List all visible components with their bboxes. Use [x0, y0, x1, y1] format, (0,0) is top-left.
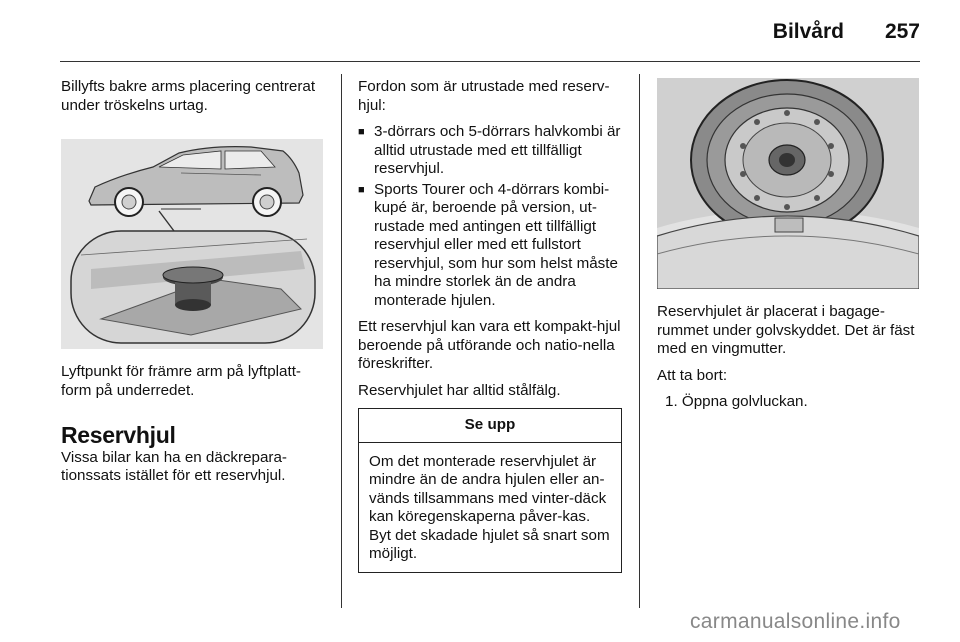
page-header	[60, 14, 920, 62]
paragraph: Reservhjulet har alltid stålfälg.	[358, 381, 561, 399]
list-item: ■ Sports Tourer och 4-dörrars kombi-kupé är, beroende på version, ut-rustade med antingen ett tillfälligt reservhjul eller med ett fullstort reservhjul, som hur som helst måste ha mindre storlek än de andra monterade hjulen.	[358, 181, 624, 311]
caution-title: Se upp	[359, 409, 621, 443]
intro-paragraph: Reservhjulet är placerat i bagage-rummet under golvskyddet. Det är fäst med en vingmutter.	[657, 303, 915, 357]
caution-box	[358, 408, 622, 573]
intro-paragraph: Billyfts bakre arms placering centrerat under tröskelns urtag.	[61, 78, 316, 114]
section-text: Vissa bilar kan ha en däckrepara-tionssats istället för ett reservhjul.	[61, 448, 287, 484]
page-section-title: Bilvård	[772, 20, 844, 43]
watermark: carmanualsonline.info	[690, 610, 901, 633]
column-divider	[639, 74, 640, 608]
list-item: ■ 3-dörrars och 5-dörrars halvkombi är alltid utrustade med ett tillfälligt reservhjul.	[358, 123, 624, 179]
list-item: 1. Öppna golvluckan.	[665, 393, 808, 410]
column-left	[61, 78, 329, 494]
section-heading: Reservhjul	[61, 422, 176, 448]
image-caption: Lyftpunkt för främre arm på lyftplatt-form på underredet.	[61, 363, 301, 399]
car-lift-illustration	[61, 139, 323, 349]
paragraph: Ett reservhjul kan vara ett kompakt-hjul beroende på utförande och natio-nella föreskrifter.	[358, 318, 621, 372]
page-number: 257	[884, 20, 920, 43]
remove-label: Att ta bort:	[657, 366, 728, 384]
column-divider	[341, 74, 342, 608]
column-right	[657, 78, 919, 416]
step-list	[665, 393, 919, 412]
intro-paragraph: Fordon som är utrustade med reserv-hjul:	[358, 78, 610, 114]
column-middle	[358, 78, 624, 573]
spare-wheel-illustration	[657, 78, 919, 289]
caution-text: Om det monterade reservhjulet är mindre än de andra hjulen eller an-vänds tillsammans med vinter-däck kan köregenskaperna påver-kas. Byt det skadade hjulet så snart som möjligt.	[369, 452, 610, 562]
bullet-list	[358, 123, 624, 310]
